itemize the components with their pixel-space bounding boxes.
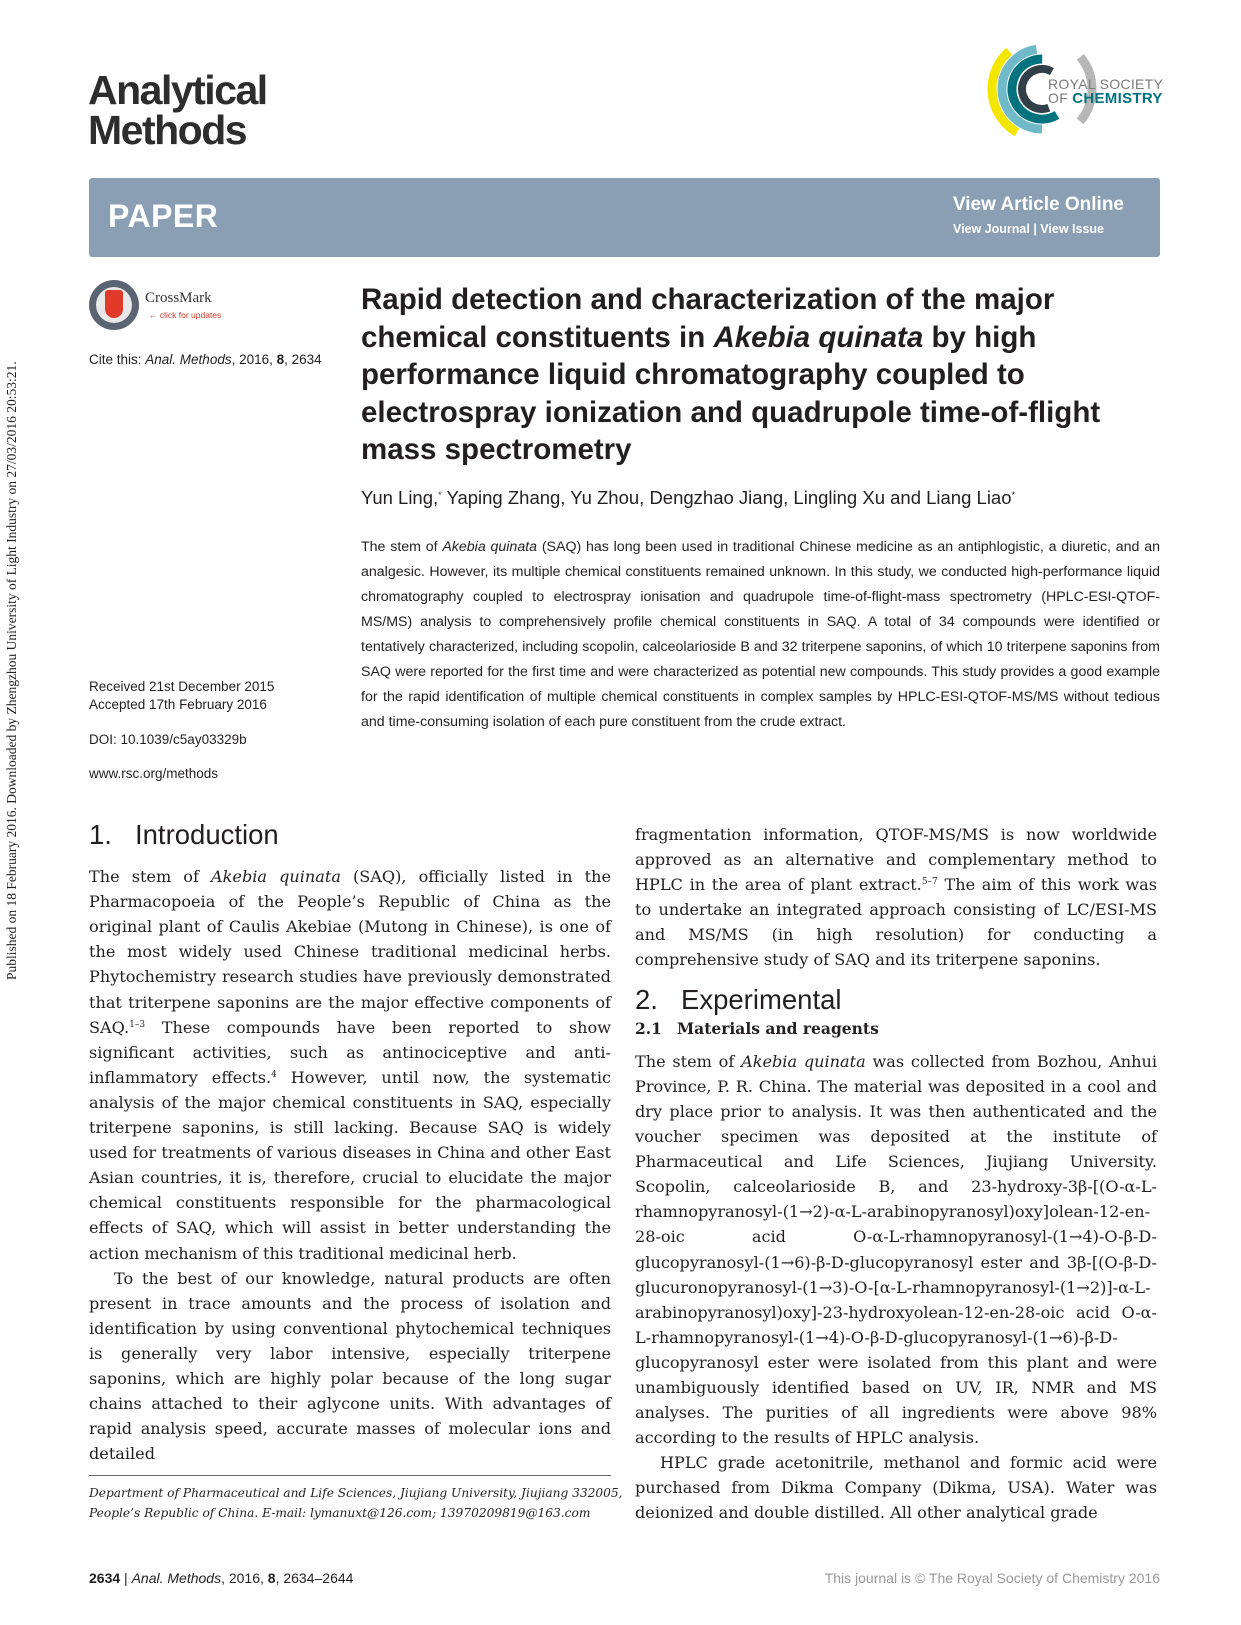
reference-link[interactable]: 5–7	[921, 877, 938, 888]
paragraph: fragmentation information, QTOF-MS/MS is now worldwide approved as an alternative and complementary method to HPLC in the area of plant extract.$^{5-7}$ The aim of this work was to undertake an integrated approach consisting of LC/ESI-MS and MS/MS (in high resolution) for conducting a comprehensive study of SAQ and its triterpene saponins.	[635, 825, 1158, 970]
received-date: Received 21st December 2015	[89, 679, 275, 694]
banner-separator: |	[1029, 222, 1041, 236]
paragraph: To the best of our knowledge, natural products are often present in trace amounts and the process of isolation and identification by using conventional phytochemical techniques is generally very labor intensive, especially triterpene saponins, which are highly polar because of the long sugar chains attached to their aglycone units. With advantages of rapid analysis speed, accurate masses of molecular ions and detailed	[89, 1268, 611, 1464]
journal-logo-line1: Analytical	[88, 67, 267, 113]
banner-links	[953, 222, 1104, 236]
crossmark-badge[interactable]	[89, 280, 259, 332]
author-list: Yun Ling,* Yaping Zhang, Yu Zhou, Dengzhao Jiang, Lingling Xu and Liang Liao*	[361, 487, 1016, 508]
view-article-online-link[interactable]: View Article Online	[952, 194, 1124, 215]
view-issue-link[interactable]: View Issue	[1040, 222, 1104, 236]
page-number: 2634	[89, 1570, 121, 1586]
article-banner	[89, 178, 1160, 257]
citation: Cite this: Anal. Methods, 2016, 8, 2634	[89, 352, 322, 367]
rsc-wordmark-line2	[1048, 91, 1163, 106]
article-type: PAPER	[108, 198, 219, 234]
section-heading-experimental: 2. Experimental	[635, 983, 842, 1015]
copyright-notice: This journal is © The Royal Society of Chemistry 2016	[824, 1570, 1160, 1586]
rsc-wordmark-line1: ROYAL SOCIETY	[1048, 76, 1164, 92]
journal-logo-line2: Methods	[88, 107, 247, 153]
rsc-wordmark-chemistry: CHEMISTRY	[1072, 90, 1163, 107]
citation-volume: 8	[276, 352, 285, 367]
crossmark-label: CrossMark	[145, 290, 212, 306]
abstract-species: Akebia quinata	[442, 539, 538, 555]
paragraph: The stem of Akebia quinata (SAQ), officially listed in the Pharmacopoeia of the People’s Republic of China as the original plant of Caulis Akebiae (Mutong in Chinese), is one of the most widely used Chinese traditional medicinal herbs. Phytochemistry research studies have previously demonstrated that triterpene saponins are the major effective components of SAQ.$^{1-3}$ These compounds have been reported to show significant activities, such as antinociceptive and anti-inflammatory effects.$^4$ However, until now, the systematic analysis of the major chemical constituents in SAQ, especially triterpene saponins, is still lacking. Because SAQ is widely used for treatments of various diseases in China and other East Asian countries, it is, therefore, crucial to elucidate the major chemical constituents responsible for the pharmacological effects of SAQ, which will assist in better understanding the action mechanism of this traditional medicinal herb.	[89, 867, 611, 1263]
journal-logo[interactable]	[88, 67, 388, 153]
rsc-wordmark-of: OF	[1048, 90, 1073, 106]
corresponding-mark: *	[1011, 490, 1016, 500]
citation-journal: Anal. Methods	[145, 352, 232, 367]
subsection-heading-materials: 2.1 Materials and reagents	[635, 1018, 879, 1038]
paragraph: HPLC grade acetonitrile, methanol and formic acid were purchased from Dikma Company (Dikma, USA). Water was deionized and double distilled. All other analytical grade	[635, 1453, 1157, 1523]
crossmark-sublabel: ← click for updates	[149, 310, 222, 320]
reference-link[interactable]: 4	[271, 1069, 277, 1080]
doi[interactable]: DOI: 10.1039/c5ay03329b	[89, 732, 247, 747]
reference-link[interactable]: 1–3	[129, 1019, 146, 1030]
download-notice: Published on 18 February 2016. Downloaded by Zhengzhou University of Light Industry on 27/03/2016 20:53:21.	[4, 361, 19, 980]
paragraph: The stem of Akebia quinata was collected from Bozhou, Anhui Province, P. R. China. The material was deposited in a cool and dry place prior to analysis. It was then authenticated and the voucher specimen was deposited at the institute of Pharmaceutical and Life Sciences, Jiujiang University. Scopolin, calceolarioside B, and 23-hydroxy-3β-[(O-α-L-rhamnopyranosyl-(1→2)-α-L-arabinopyranosyl)oxy]olean-12-en-28-oic acid O-α-L-rhamnopyranosyl-(1→4)-O-β-D-glucopyranosyl-(1→6)-β-D-glucopyranosyl ester and 3β-[(O-β-D-glucuronopyranosyl-(1→3)-O-[α-L-rhamnopyranosyl-(1→2)]-α-L-arabinopyranosyl)oxy]-23-hydroxyolean-12-en-28-oic acid O-α-L-rhamnopyranosyl-(1→4)-O-β-D-glucopyranosyl-(1→6)-β-D-glucopyranosyl ester were isolated from this plant and were unambiguously identified based on UV, IR, NMR and MS analyses. The purities of all ingredients were above 98% according to the results of HPLC analysis.	[635, 1051, 1157, 1448]
abstract: The stem of Akebia quinata (SAQ) has long been used in traditional Chinese medicine as an antiphlogistic, a diuretic, and an analgesic. However, its multiple chemical constituents remained unknown. In this study, we conducted high-performance liquid chromatography coupled to electrospray ionisation and quadrupole time-of-flight-mass spectrometry (HPLC-ESI-QTOF-MS/MS) analysis to comprehensively profile chemical constituents in SAQ. A total of 34 compounds were identified or tentatively characterized, including scopolin, calceolarioside B and 32 triterpene saponins, of which 10 triterpene saponins from SAQ were reported for the first time and were characterized as potential new compounds. This study provides a good example for the rapid identification of multiple chemical constituents in complex samples by HPLC-ESI-QTOF-MS/MS without tedious and time-consuming isolation of each pure constituent from the crude extract.	[361, 539, 1160, 730]
footnote-divider	[89, 1475, 611, 1476]
journal-url[interactable]: www.rsc.org/methods	[89, 766, 219, 781]
article-title: Rapid detection and characterization of the major chemical constituents in Akebia quinata by high performance liquid chromatography coupled to electrospray ionization and quadrupole time-of-flight mass spectrometry	[361, 283, 1101, 466]
right-column	[635, 822, 1157, 1526]
affiliation-footnote: Department of Pharmaceutical and Life Sciences, Jiujiang University, Jiujiang 332005, People’s Republic of China. E-mail: lymanuxt@126.com; 13970209819@163.com	[89, 1486, 623, 1520]
crossmark-icon	[89, 280, 139, 330]
article-metadata	[89, 678, 274, 783]
title-species: Akebia quinata	[713, 320, 924, 354]
corresponding-mark: *	[438, 490, 442, 500]
left-column	[89, 819, 611, 1466]
rsc-wordmark	[1048, 77, 1163, 106]
page-footer-citation: 2634 | Anal. Methods, 2016, 8, 2634–2644	[89, 1570, 354, 1586]
section-heading-introduction: 1. Introduction	[89, 819, 279, 850]
view-journal-link[interactable]: View Journal	[952, 222, 1030, 236]
accepted-date: Accepted 17th February 2016	[89, 697, 267, 712]
